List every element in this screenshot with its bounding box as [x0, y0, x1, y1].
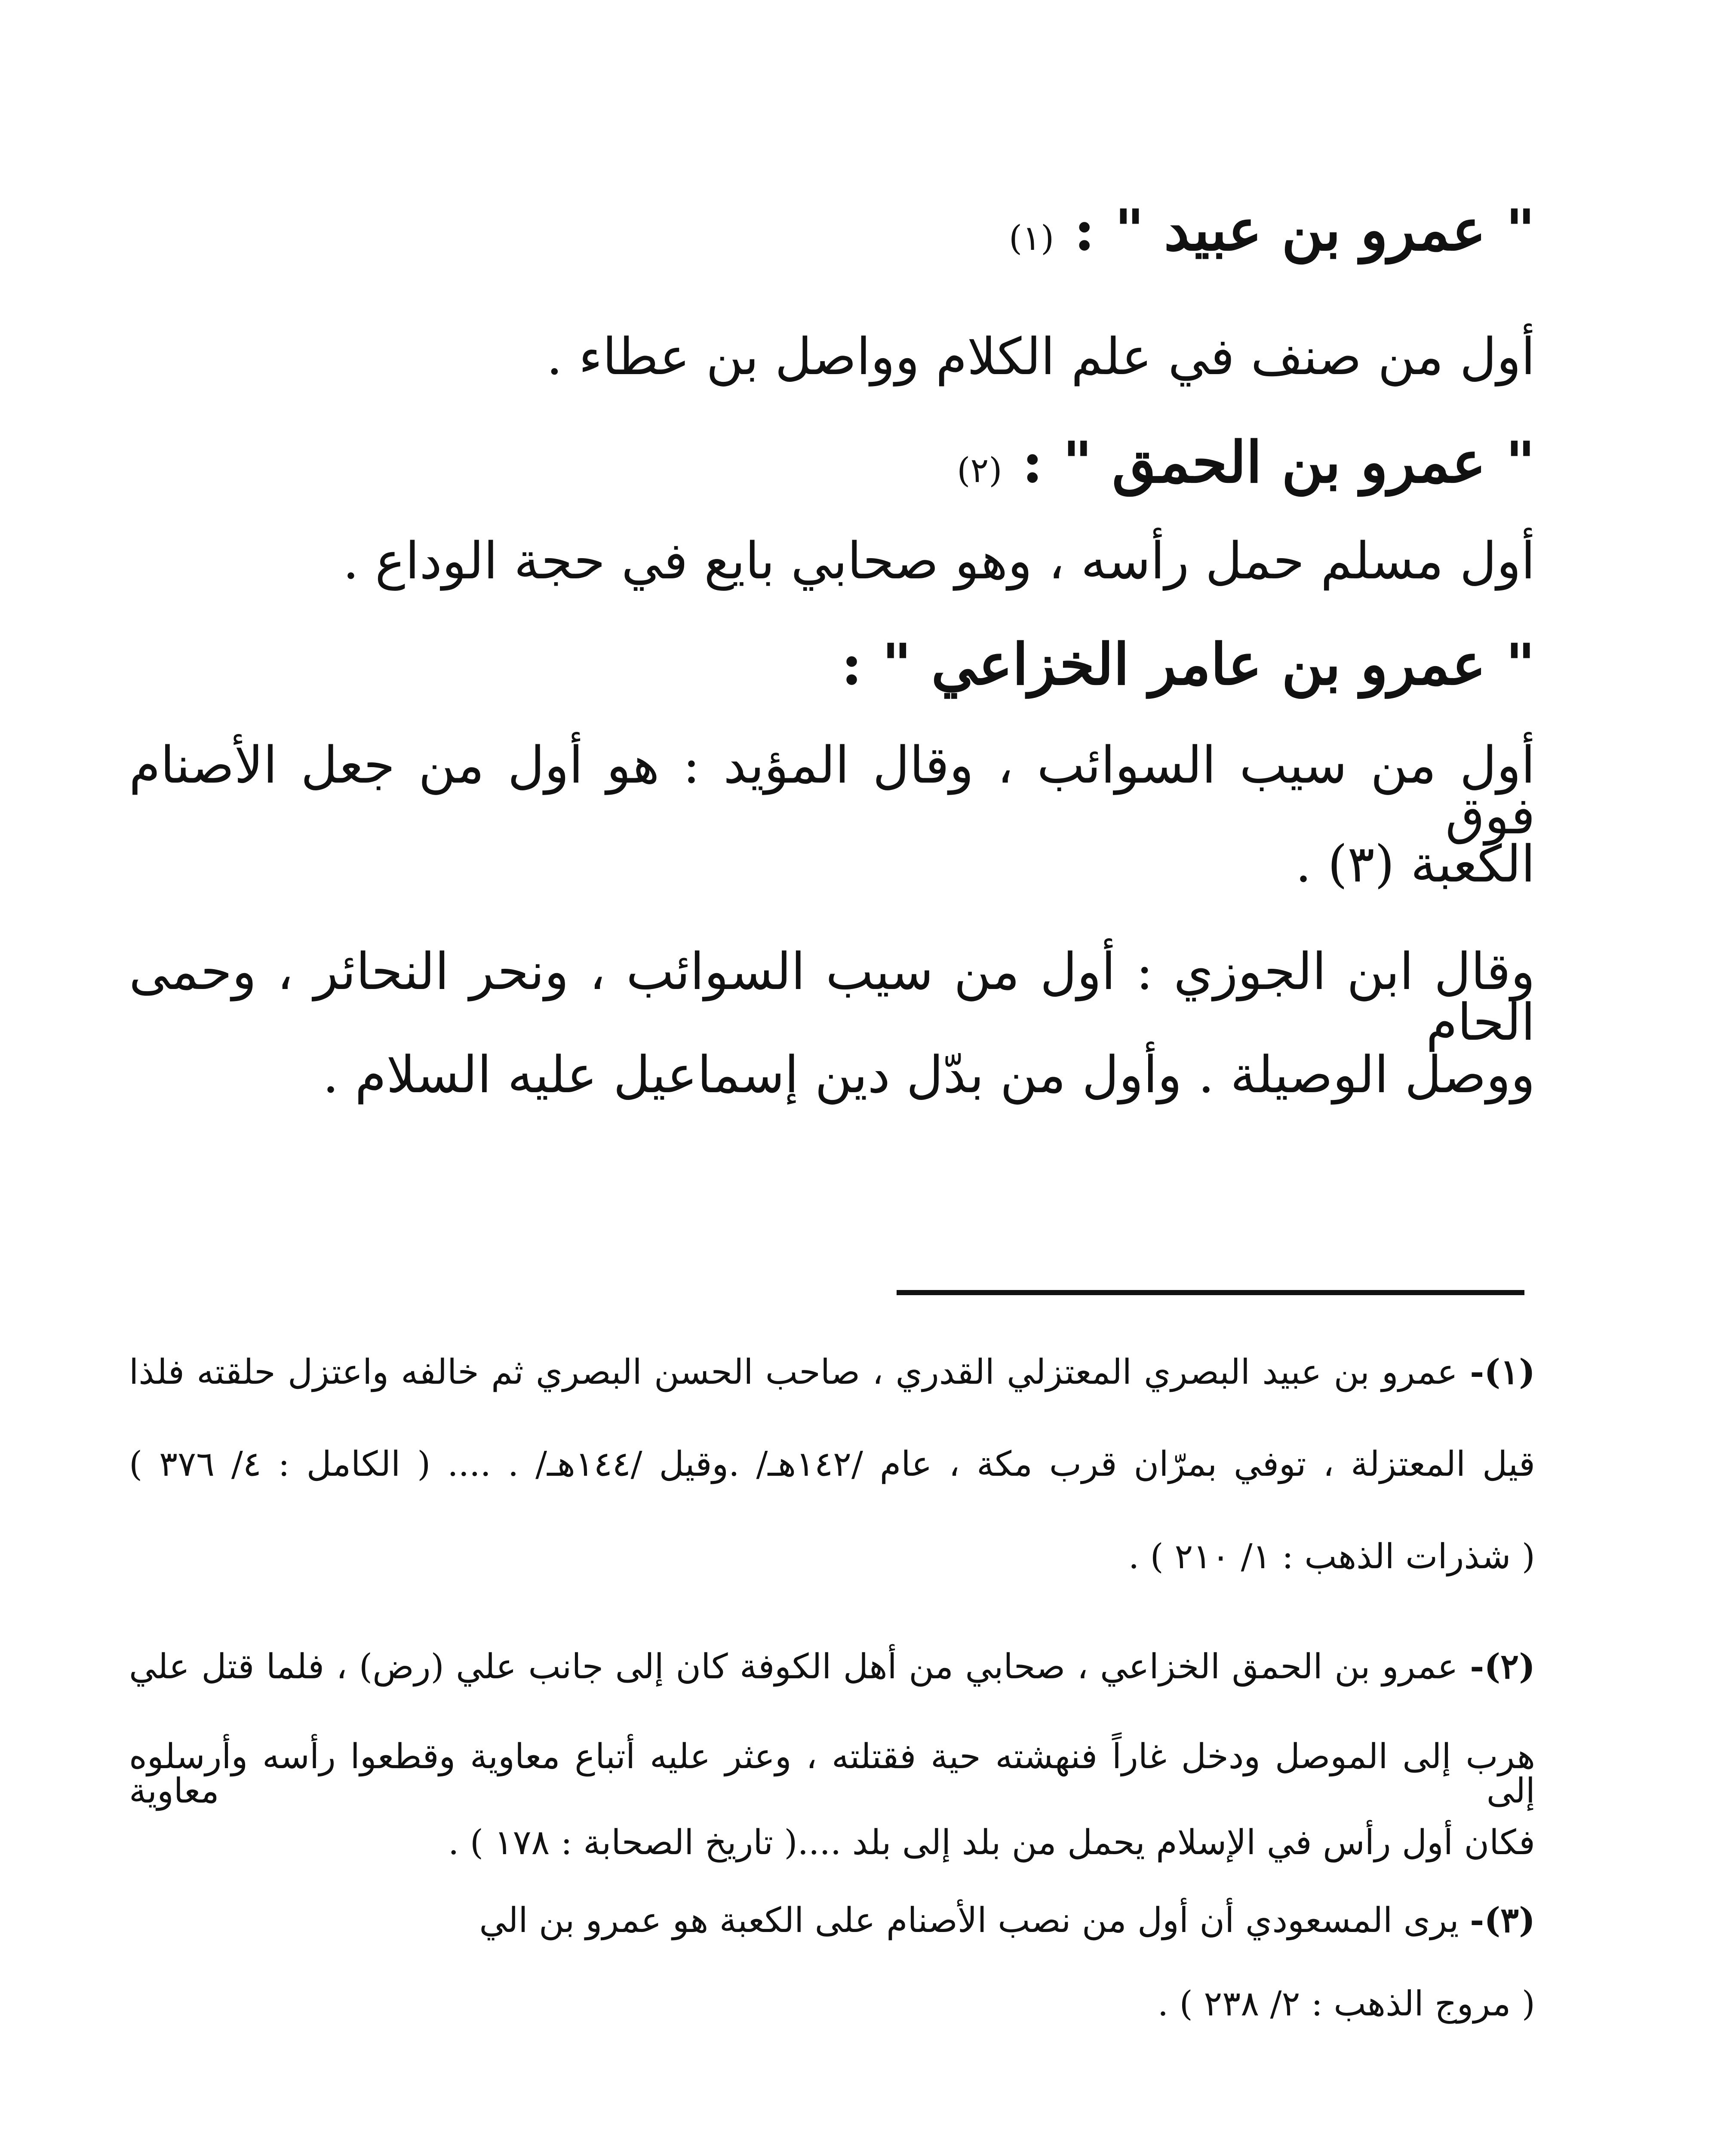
body-line-1: أول من صنف في علم الكلام وواصل بن عطاء .: [546, 327, 1535, 386]
footnote-ref-2: (٢): [957, 450, 1002, 490]
footnote-1-line-2: قيل المعتزلة ، توفي بمرّان قرب مكة ، عام /١٤٢هـ/ .وقيل /١٤٤هـ/ . .... ( الكامل : ٤/ ٣٧٦ ): [129, 1444, 1536, 1484]
footnote-3-line-2: ( مروج الذهب : ٢/ ٢٣٨ ) .: [1157, 1984, 1535, 2024]
body-line-2: أول مسلم حمل رأسه ، وهو صحابي بايع في حجة الوداع .: [343, 531, 1535, 590]
footnote-3-line-1: (٣)- يرى المسعودي أن أول من نصب الأصنام على الكعبة هو عمرو بن الي: [479, 1900, 1535, 1940]
footnote-number-2: (٢)-: [1470, 1646, 1535, 1686]
heading-amr-ibn-ubayd: " عمرو بن عبيد " : (١): [1008, 197, 1535, 264]
footnote-2-line-3: فكان أول رأس في الإسلام يحمل من بلد إلى بلد ....( تاريخ الصحابة : ١٧٨ ) .: [448, 1822, 1535, 1862]
footnote-number-3: (٣)-: [1470, 1900, 1535, 1940]
body-line-3: أول من سيب السوائب ، وقال المؤيد : هو أول من جعل الأصنام فوق: [129, 735, 1535, 845]
footnote-1-line-3: ( شذرات الذهب : ١/ ٢١٠ ) .: [1128, 1536, 1535, 1576]
body-line-6: ووصل الوصيلة . وأول من بدّل دين إسماعيل عليه السلام .: [323, 1045, 1535, 1104]
body-line-5: وقال ابن الجوزي : أول من سيب السوائب ، ونحر النحائر ، وحمى الحام: [129, 942, 1535, 1052]
footnote-separator: [897, 1290, 1524, 1295]
heading-amr-ibn-amir: " عمرو بن عامر الخزاعي " :: [841, 631, 1535, 698]
footnote-number-1: (١)-: [1470, 1351, 1535, 1392]
footnote-2-line-1: (٢)- عمرو بن الحمق الخزاعي ، صحابي من أهل الكوفة كان إلى جانب علي (رض) ، فلما قتل علي: [129, 1646, 1535, 1686]
footnote-ref-1: (١): [1008, 218, 1054, 258]
body-line-4: الكعبة (٣) .: [1295, 834, 1535, 894]
footnote-2-line-2: هرب إلى الموصل ودخل غاراً فنهشته حية فقتلته ، وعثر عليه أتباع معاوية وقطعوا رأسه وأرسلوه إلى معاوية: [129, 1736, 1536, 1811]
footnote-1-line-1: (١)- عمرو بن عبيد البصري المعتزلي القدري ، صاحب الحسن البصري ثم خالفه واعتزل حلقته فلذا: [129, 1351, 1535, 1392]
heading-amr-ibn-al-hamiq: " عمرو بن الحمق " : (٢): [957, 429, 1535, 496]
